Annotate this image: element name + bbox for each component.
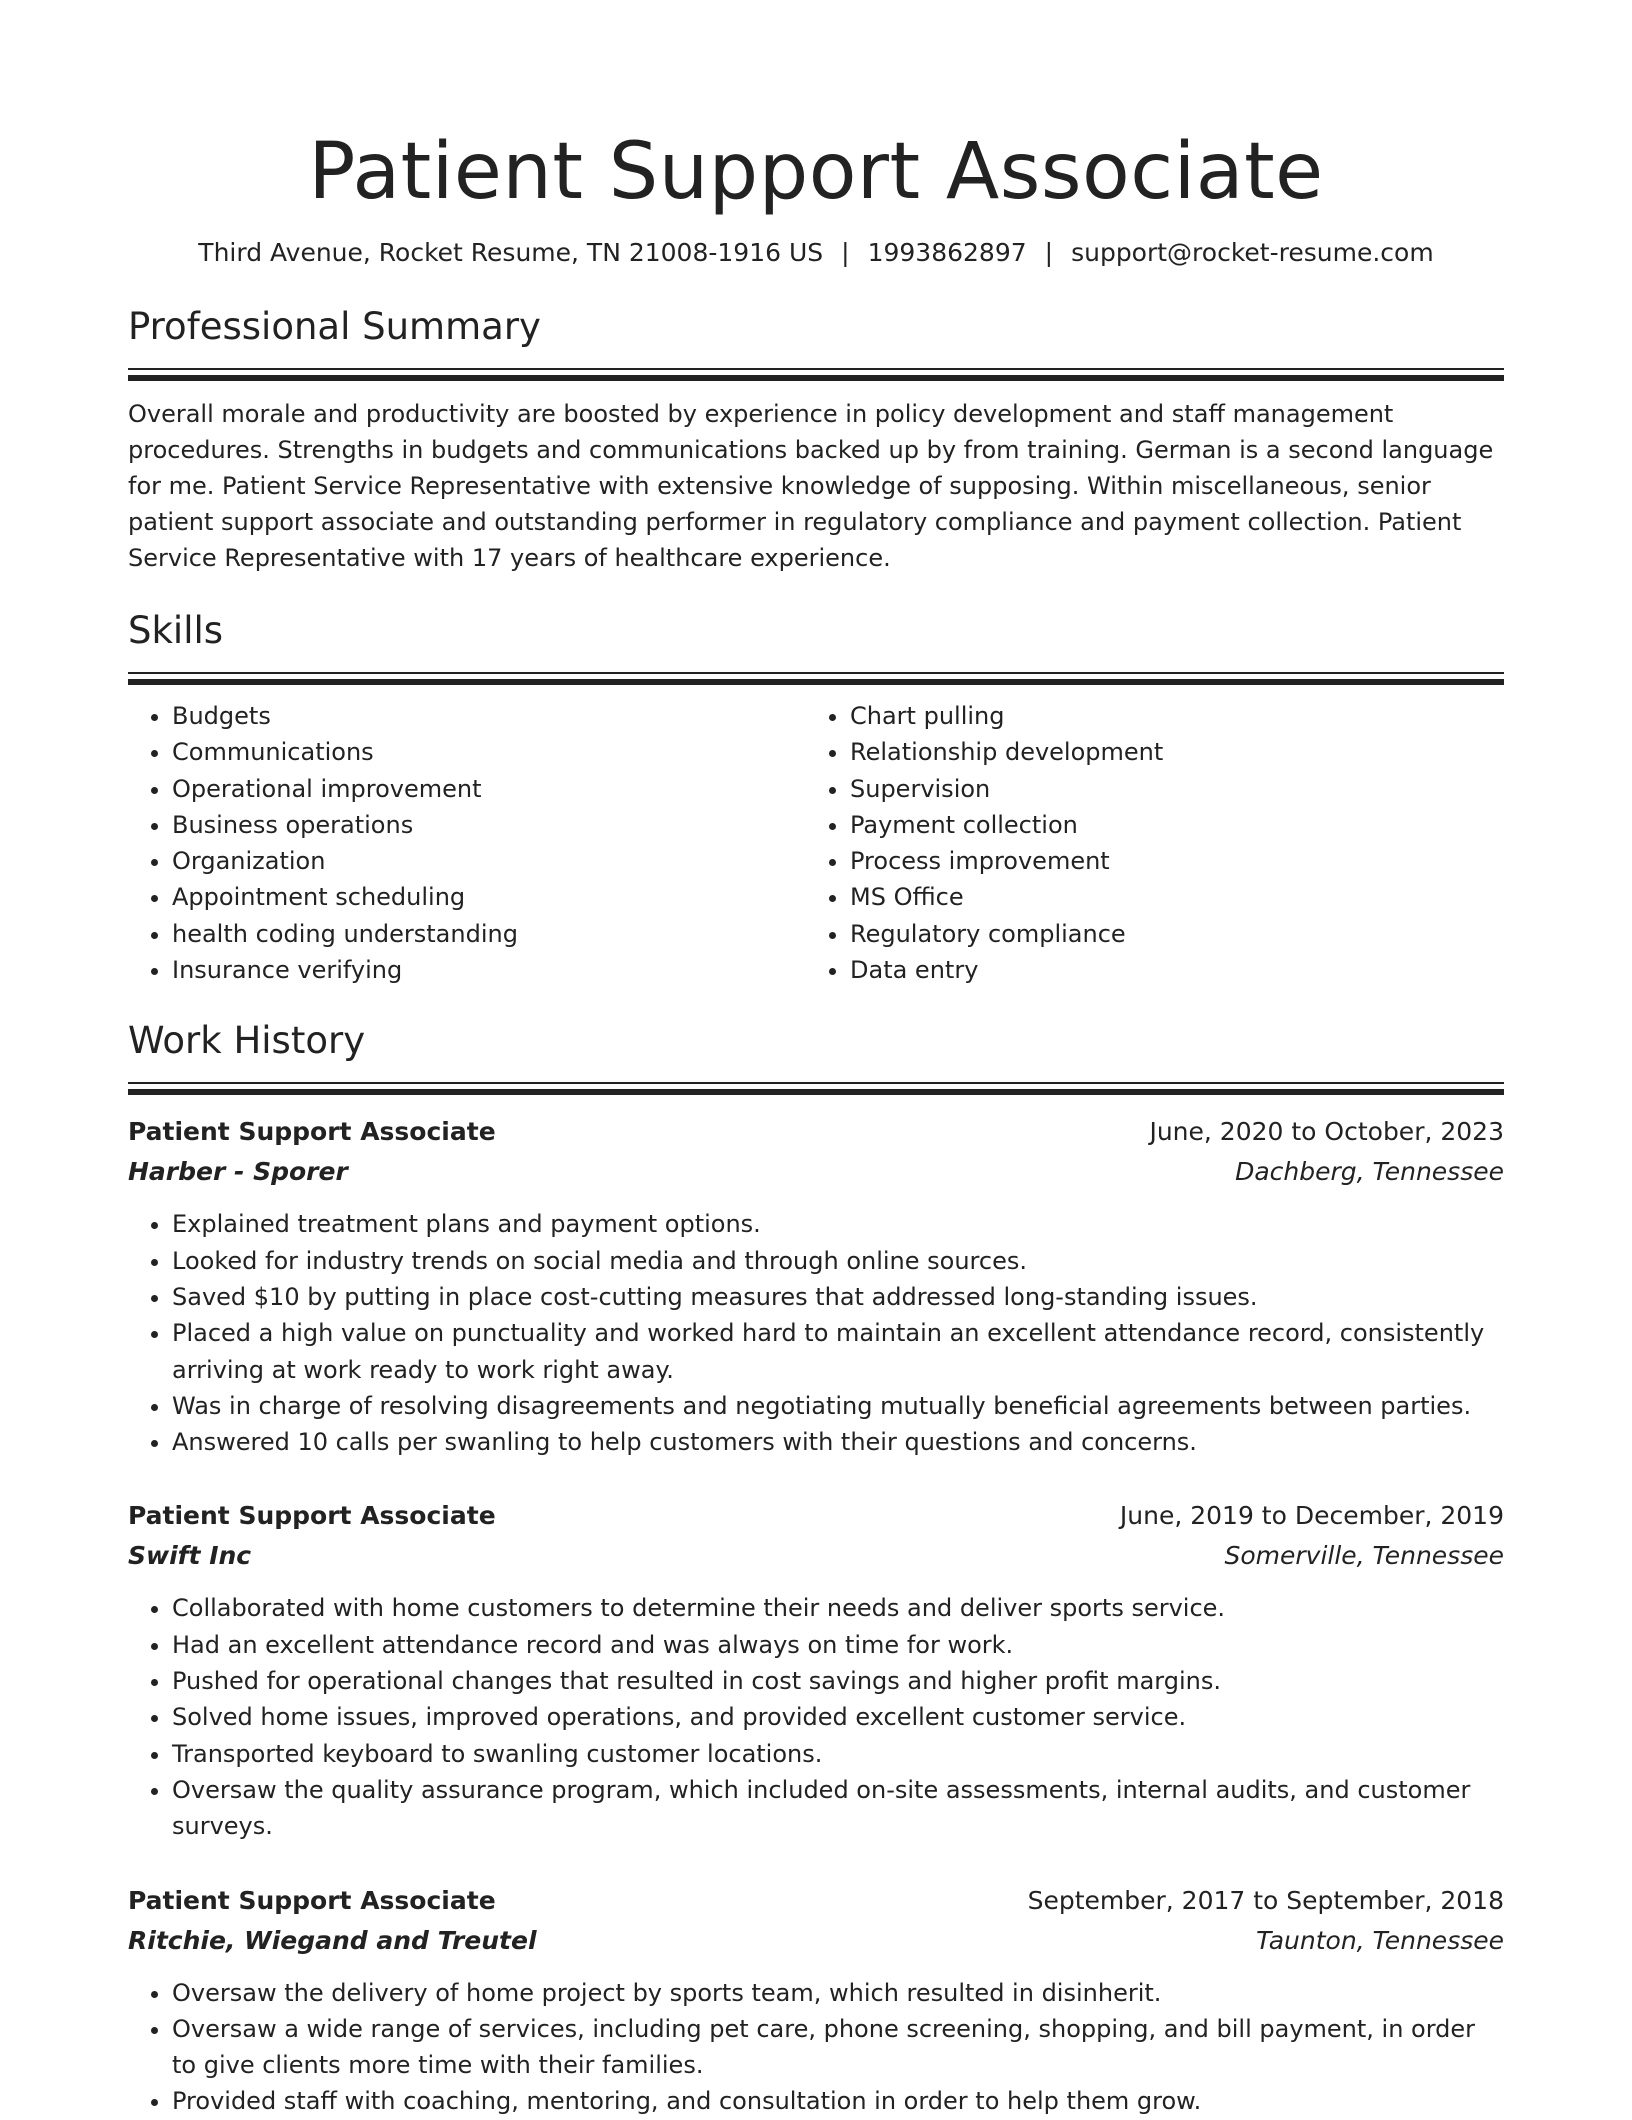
job-title: Patient Support Associate bbox=[128, 1501, 496, 1531]
job-location: Taunton, Tennessee bbox=[1256, 1925, 1504, 1955]
job-bullet: • Oversaw the delivery of home project by sports team, which resulted in disinherit. bbox=[172, 1975, 1504, 2011]
section-title-skills: Skills bbox=[128, 609, 224, 652]
job-entry bbox=[128, 1112, 1504, 1460]
job-title: Patient Support Associate bbox=[128, 1117, 496, 1147]
job-bullet: • Looked for industry trends on social media and through online sources. bbox=[172, 1243, 1504, 1279]
contact-separator: | bbox=[841, 238, 850, 267]
section-divider bbox=[128, 368, 1504, 382]
contact-line bbox=[128, 236, 1504, 270]
job-subheader bbox=[128, 1152, 1504, 1192]
job-bullet: • Pushed for operational changes that resulted in cost savings and higher profit margins. bbox=[172, 1663, 1504, 1699]
skill-item: • Chart pulling bbox=[850, 698, 1484, 734]
job-dates: June, 2019 to December, 2019 bbox=[1119, 1501, 1504, 1531]
section-title-work-history: Work History bbox=[128, 1019, 366, 1063]
skill-item: • Organization bbox=[172, 843, 806, 879]
job-bullet: • Transported keyboard to swanling customer locations. bbox=[172, 1736, 1504, 1772]
job-header bbox=[128, 1881, 1504, 1921]
job-bullet: • Provided staff with coaching, mentoring, and consultation in order to help them grow. bbox=[172, 2083, 1504, 2119]
contact-email[interactable]: support@rocket-resume.com bbox=[1071, 238, 1434, 267]
section-title-summary: Professional Summary bbox=[128, 305, 541, 348]
skills-column-left bbox=[128, 698, 806, 988]
contact-separator: | bbox=[1044, 238, 1054, 267]
skills-column-right bbox=[806, 698, 1484, 988]
section-divider bbox=[128, 1082, 1504, 1096]
job-dates: September, 2017 to September, 2018 bbox=[1027, 1885, 1504, 1915]
skill-item: • Appointment scheduling bbox=[172, 879, 806, 915]
summary-text: Overall morale and productivity are boosted by experience in policy development and staff management procedures. Strengths in budgets and communications backed up by from training. German is a second language for me. Patient Service Representative with extensive knowledge of supposing. Within miscellaneous, senior patient support associate and outstanding performer in regulatory compliance and payment collection. Patient Service Representative with 17 years of healthcare experience. bbox=[128, 400, 1494, 572]
job-title: Patient Support Associate bbox=[128, 1885, 496, 1915]
job-header bbox=[128, 1112, 1504, 1152]
skill-item: • Payment collection bbox=[850, 807, 1484, 843]
job-subheader bbox=[128, 1921, 1504, 1961]
contact-address: Third Avenue, Rocket Resume, TN 21008-1916 US bbox=[198, 238, 824, 267]
job-bullet: • Placed a high value on punctuality and worked hard to maintain an excellent attendance record, consistently arriving at work ready to work right away. bbox=[172, 1315, 1504, 1388]
skill-item: • Relationship development bbox=[850, 734, 1484, 770]
job-bullets bbox=[128, 1206, 1504, 1460]
job-bullet: • Had an excellent attendance record and was always on time for work. bbox=[172, 1627, 1504, 1663]
job-company: Ritchie, Wiegand and Treutel bbox=[128, 1925, 537, 1955]
candidate-name: Patient Support Associate bbox=[308, 127, 1324, 217]
skill-item: • Data entry bbox=[850, 952, 1484, 988]
job-bullet: • Was in charge of resolving disagreements and negotiating mutually beneficial agreements between parties. bbox=[172, 1388, 1504, 1424]
skill-item: • Supervision bbox=[850, 771, 1484, 807]
skill-item: • MS Office bbox=[850, 879, 1484, 915]
job-bullet: • Saved $10 by putting in place cost-cutting measures that addressed long-standing issues. bbox=[172, 1279, 1504, 1315]
job-bullet: • Explained treatment plans and payment options. bbox=[172, 1206, 1504, 1242]
job-location: Somerville, Tennessee bbox=[1224, 1541, 1504, 1571]
job-entry bbox=[128, 1881, 1504, 2120]
job-bullet: • Collaborated with home customers to determine their needs and deliver sports service. bbox=[172, 1590, 1504, 1626]
section-divider bbox=[128, 672, 1504, 686]
skill-item: • Regulatory compliance bbox=[850, 916, 1484, 952]
job-subheader bbox=[128, 1536, 1504, 1576]
job-location: Dachberg, Tennessee bbox=[1235, 1157, 1504, 1187]
job-bullets bbox=[128, 1975, 1504, 2120]
job-bullet: • Answered 10 calls per swanling to help customers with their questions and concerns. bbox=[172, 1424, 1504, 1460]
job-bullet: • Solved home issues, improved operations, and provided excellent customer service. bbox=[172, 1699, 1504, 1735]
job-header bbox=[128, 1496, 1504, 1536]
skill-item: • Insurance verifying bbox=[172, 952, 806, 988]
job-bullet: • Oversaw a wide range of services, including pet care, phone screening, shopping, and bill payment, in order to give clients more time with their families. bbox=[172, 2011, 1504, 2084]
skill-item: • Communications bbox=[172, 734, 806, 770]
skill-item: • Operational improvement bbox=[172, 771, 806, 807]
job-entry bbox=[128, 1496, 1504, 1844]
skill-item: • Process improvement bbox=[850, 843, 1484, 879]
job-dates: June, 2020 to October, 2023 bbox=[1149, 1117, 1504, 1147]
job-bullets bbox=[128, 1590, 1504, 1844]
job-company: Harber - Sporer bbox=[128, 1157, 348, 1187]
job-company: Swift Inc bbox=[128, 1541, 252, 1571]
job-bullet: • Oversaw the quality assurance program, which included on-site assessments, internal audits, and customer surveys. bbox=[172, 1772, 1504, 1845]
resume-page bbox=[128, 0, 1504, 2120]
skill-item: • Budgets bbox=[172, 698, 806, 734]
skill-item: • health coding understanding bbox=[172, 916, 806, 952]
skills-list bbox=[128, 698, 1504, 988]
contact-phone: 1993862897 bbox=[867, 238, 1027, 267]
skill-item: • Business operations bbox=[172, 807, 806, 843]
